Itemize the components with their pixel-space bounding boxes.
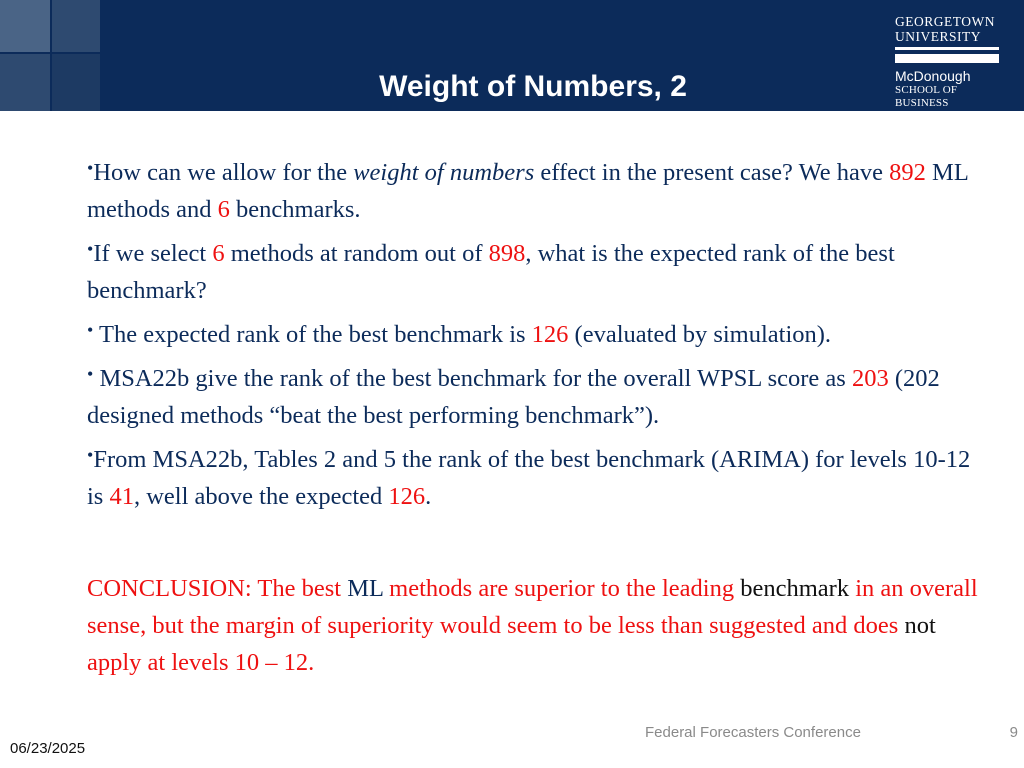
bullet-text: The expected rank of the best benchmark is xyxy=(93,321,532,348)
bullet-text: , well above the expected xyxy=(133,483,389,510)
bullet-text: . xyxy=(425,483,432,510)
logo-line: SCHOOL OF BUSINESS xyxy=(895,84,958,109)
conclusion-part: in an overall sense, but the margin of superiority would seem to be less than suggested and does xyxy=(87,575,978,639)
logo-divider xyxy=(895,47,999,50)
bullet-text: MSA22b give the rank of the best benchmark for the overall WPSL score as xyxy=(93,365,852,392)
bullet-text: How can we allow for the xyxy=(93,159,354,186)
bullet-text: effect in the present case? We have xyxy=(534,159,890,186)
decor-square xyxy=(0,54,50,111)
highlight-number: 126 xyxy=(388,483,426,510)
conclusion-part: benchmark xyxy=(740,575,850,602)
bullet-text: , what is the expected rank of the best benchmark? xyxy=(87,240,895,304)
bullet-icon: • xyxy=(87,320,94,340)
georgetown-logo xyxy=(895,14,1005,110)
bullet-icon: • xyxy=(87,445,94,465)
highlight-number: 203 xyxy=(851,365,889,392)
bullet-text: (202 designed methods “beat the best performing benchmark”). xyxy=(87,365,940,429)
page-number: 9 xyxy=(1009,724,1018,741)
bullet-text-italic: weight of numbers xyxy=(353,159,535,186)
conclusion-part: ML xyxy=(347,575,384,602)
footer-conference: Federal Forecasters Conference xyxy=(645,724,861,741)
bullet-list xyxy=(87,154,987,522)
logo-line: UNIVERSITY xyxy=(895,29,981,44)
highlight-number: 892 xyxy=(889,159,926,186)
highlight-number: 6 xyxy=(212,240,225,267)
conclusion-part: CONCLUSION: The best xyxy=(87,575,348,602)
bullet-icon: • xyxy=(87,364,94,384)
bullet-item xyxy=(87,360,987,434)
header-bar xyxy=(0,0,1024,111)
slide-title: Weight of Numbers, 2 xyxy=(379,70,687,103)
bullet-item xyxy=(87,154,987,228)
decor-square xyxy=(0,0,50,52)
bullet-item xyxy=(87,441,987,515)
highlight-number: 6 xyxy=(217,196,230,223)
logo-line: McDonough xyxy=(895,68,971,84)
bullet-text: If we select xyxy=(93,240,213,267)
bullet-icon: • xyxy=(87,239,94,259)
conclusion-part: not xyxy=(904,612,936,639)
logo-line: GEORGETOWN xyxy=(895,14,995,29)
bullet-item xyxy=(87,316,987,353)
bullet-text: ML methods and xyxy=(87,159,968,223)
conclusion-part: methods are superior to the leading xyxy=(383,575,741,602)
logo-divider xyxy=(895,54,999,63)
bullet-text: benchmarks. xyxy=(229,196,361,223)
highlight-number: 41 xyxy=(109,483,134,510)
bullet-text: (evaluated by simulation). xyxy=(568,321,832,348)
decor-square xyxy=(52,54,100,111)
highlight-number: 898 xyxy=(488,240,526,267)
bullet-item xyxy=(87,235,987,309)
conclusion-text xyxy=(87,570,987,681)
bullet-icon: • xyxy=(87,158,94,178)
highlight-number: 126 xyxy=(531,321,569,348)
decor-square xyxy=(52,0,100,52)
footer-date: 06/23/2025 xyxy=(10,740,86,757)
bullet-text: From MSA22b, Tables 2 and 5 the rank of the best benchmark (ARIMA) for levels 10-12 is xyxy=(87,446,971,510)
bullet-text: methods at random out of xyxy=(224,240,489,267)
conclusion-part: apply at levels 10 – 12. xyxy=(87,649,315,676)
